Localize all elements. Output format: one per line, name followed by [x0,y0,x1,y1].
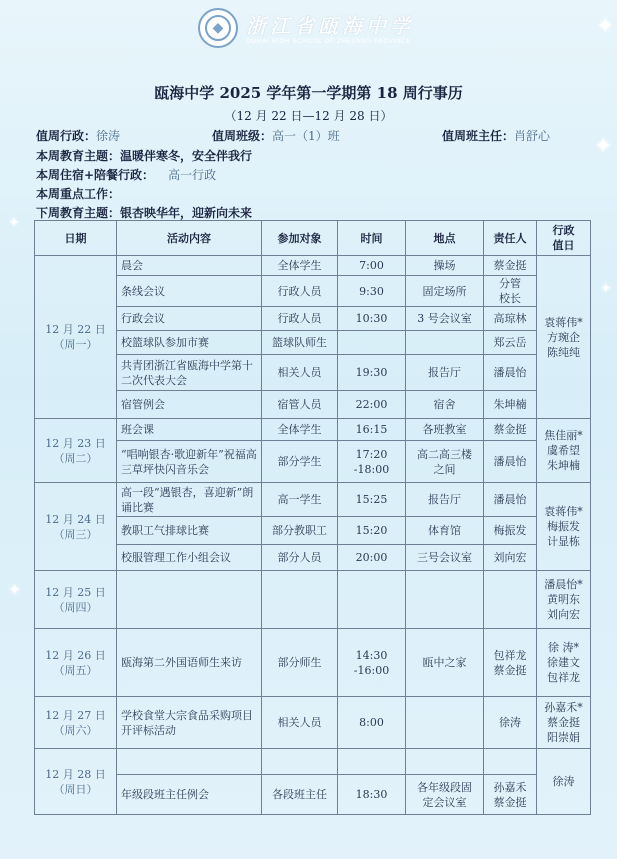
place-cell: 三号会议室 [406,545,484,571]
owner-cell: 包祥龙 蔡金挺 [484,629,537,697]
time-cell: 8:00 [338,697,406,749]
time-cell: 19:30 [338,355,406,391]
activity-cell: 宿管例会 [117,391,262,419]
participants-cell: 部分教职工 [262,517,338,545]
duty-class [212,127,340,144]
time-cell: 17:20 -18:00 [338,441,406,483]
column-header-activity: 活动内容 [117,221,262,256]
time-cell: 20:00 [338,545,406,571]
table-row [35,355,591,391]
weekly-schedule-table [34,220,591,815]
duty-cell: 焦佳丽* 虞希望 朱坤楠 [537,419,591,483]
activity-cell: 班会课 [117,419,262,441]
duty-admin [36,127,120,144]
education-theme-label: 本周教育主题： [36,149,121,163]
table-row [35,749,591,775]
place-cell: 各年级段固 定会议室 [406,775,484,815]
participants-cell: 部分人员 [262,545,338,571]
date-cell: 12 月 23 日 （周二） [35,419,117,483]
sparkle-decoration: ✦ [596,14,615,39]
time-cell: 9:30 [338,276,406,307]
place-cell: 报告厅 [406,355,484,391]
column-header-participants: 参加对象 [262,221,338,256]
time-cell: 18:30 [338,775,406,815]
column-header-time: 时间 [338,221,406,256]
place-cell [406,331,484,355]
activity-cell: 校篮球队参加市赛 [117,331,262,355]
table-row [35,331,591,355]
participants-cell: 行政人员 [262,307,338,331]
activity-cell [117,749,262,775]
activity-cell: 教职工气排球比赛 [117,517,262,545]
participants-cell: 部分学生 [262,441,338,483]
place-cell: 瓯中之家 [406,629,484,697]
duty-class-label: 值周班级： [212,129,273,143]
table-row [35,517,591,545]
duty-cell: 袁蒋伟* 方琬企 陈纯纯 [537,256,591,419]
place-cell: 报告厅 [406,483,484,517]
column-header-date: 日期 [35,221,117,256]
participants-cell: 高一学生 [262,483,338,517]
participants-cell: 相关人员 [262,355,338,391]
owner-cell [484,571,537,629]
table-row [35,483,591,517]
dorm-admin [36,166,216,183]
table-row [35,276,591,307]
activity-cell: 学校食堂大宗食品采购项目开评标活动 [117,697,262,749]
time-cell: 15:20 [338,517,406,545]
column-header-place: 地点 [406,221,484,256]
duty-cell: 袁蒋伟* 梅振发 计显栋 [537,483,591,571]
duty-cell: 徐涛 [537,749,591,815]
time-cell: 16:15 [338,419,406,441]
date-cell: 12 月 25 日 （周四） [35,571,117,629]
duty-class-value: 高一（1）班 [272,129,340,143]
place-cell: 固定场所 [406,276,484,307]
owner-cell: 蔡金挺 [484,419,537,441]
table-row [35,775,591,815]
owner-cell: 梅振发 [484,517,537,545]
place-cell: 体育馆 [406,517,484,545]
column-header-duty: 行政 值日 [537,221,591,256]
owner-cell: 潘晨怡 [484,441,537,483]
time-cell: 10:30 [338,307,406,331]
key-work-label: 本周重点工作： [36,187,121,201]
time-cell [338,331,406,355]
place-cell: 操场 [406,256,484,276]
place-cell [406,697,484,749]
duty-admin-label: 值周行政： [36,129,97,143]
next-theme-value: 银杏映华年，迎新向未来 [120,206,253,220]
owner-cell: 分管 校长 [484,276,537,307]
table-row [35,307,591,331]
date-range: （12 月 22 日—12 月 28 日） [224,109,393,123]
time-cell: 14:30 -16:00 [338,629,406,697]
school-name-en: OUHAI HIGH SCHOOL OF ZHEJIANG PROVINCE [246,37,411,45]
date-cell: 12 月 22 日 （周一） [35,256,117,419]
owner-cell: 高琼林 [484,307,537,331]
duty-teacher-value: 肖舒心 [514,129,551,143]
school-header [0,6,617,46]
place-cell: 3 号会议室 [406,307,484,331]
activity-cell: 晨会 [117,256,262,276]
activity-cell: 条线会议 [117,276,262,307]
time-cell: 7:00 [338,256,406,276]
next-theme-label: 下周教育主题： [36,206,121,220]
activity-cell: 瓯海第二外国语师生来访 [117,629,262,697]
education-theme [36,147,252,164]
activity-cell: 行政会议 [117,307,262,331]
sparkle-decoration: ✦ [8,215,20,231]
education-theme-value: 温暖伴寒冬，安全伴我行 [120,149,253,163]
place-cell: 高二高三楼 之间 [406,441,484,483]
duty-cell: 孙嘉禾* 蔡金挺 阳崇娟 [537,697,591,749]
participants-cell: 篮球队师生 [262,331,338,355]
owner-cell: 潘晨怡 [484,355,537,391]
next-theme [36,204,252,221]
owner-cell [484,749,537,775]
duty-teacher-label: 值周班主任： [442,129,515,143]
table-row [35,545,591,571]
table-row [35,419,591,441]
duty-admin-value: 徐涛 [96,129,121,143]
time-cell: 22:00 [338,391,406,419]
participants-cell [262,749,338,775]
participants-cell: 部分师生 [262,629,338,697]
participants-cell [262,571,338,629]
schedule-body [35,256,591,815]
duty-teacher [442,127,550,144]
date-cell: 12 月 24 日 （周三） [35,483,117,571]
place-cell: 各班教室 [406,419,484,441]
dorm-admin-value: 高一行政 [168,168,217,182]
owner-cell: 潘晨怡 [484,483,537,517]
date-cell: 12 月 27 日 （周六） [35,697,117,749]
duty-cell: 潘晨怡* 黄明东 刘向宏 [537,571,591,629]
participants-cell: 各段班主任 [262,775,338,815]
owner-cell: 郑云岳 [484,331,537,355]
owner-cell: 蔡金挺 [484,256,537,276]
time-cell: 15:25 [338,483,406,517]
owner-cell: 朱坤楠 [484,391,537,419]
sparkle-decoration: ✦ [594,134,613,159]
duty-cell: 徐 涛* 徐建文 包祥龙 [537,629,591,697]
activity-cell: “唱响银杏·歌迎新年”祝福高三草坪快闪音乐会 [117,441,262,483]
place-cell: 宿舍 [406,391,484,419]
time-cell [338,571,406,629]
activity-cell: 校服管理工作小组会议 [117,545,262,571]
page-title: 瓯海中学 2025 学年第一学期第 18 周行事历 [154,84,463,102]
date-cell: 12 月 26 日 （周五） [35,629,117,697]
table-row [35,441,591,483]
participants-cell: 行政人员 [262,276,338,307]
date-cell: 12 月 28 日 （周日） [35,749,117,815]
key-work [36,185,120,202]
column-header-owner: 责任人 [484,221,537,256]
place-cell [406,571,484,629]
table-row [35,256,591,276]
sparkle-decoration: ✦ [8,580,22,599]
owner-cell: 刘向宏 [484,545,537,571]
activity-cell: 高一段“遇银杏，喜迎新”朗诵比赛 [117,483,262,517]
participants-cell: 全体学生 [262,256,338,276]
dorm-admin-label: 本周住宿+陪餐行政： [36,168,155,182]
school-logo-icon: ◆ [198,8,238,48]
participants-cell: 宿管人员 [262,391,338,419]
time-cell [338,749,406,775]
participants-cell: 相关人员 [262,697,338,749]
table-row [35,629,591,697]
owner-cell: 徐涛 [484,697,537,749]
activity-cell: 年级段班主任例会 [117,775,262,815]
table-row [35,391,591,419]
participants-cell: 全体学生 [262,419,338,441]
table-row [35,697,591,749]
school-name-cn: 浙江省瓯海中学 [246,14,414,38]
activity-cell [117,571,262,629]
table-header-row [35,221,591,256]
sparkle-decoration: ✦ [600,281,612,297]
table-row [35,571,591,629]
place-cell [406,749,484,775]
activity-cell: 共青团浙江省瓯海中学第十二次代表大会 [117,355,262,391]
owner-cell: 孙嘉禾 蔡金挺 [484,775,537,815]
